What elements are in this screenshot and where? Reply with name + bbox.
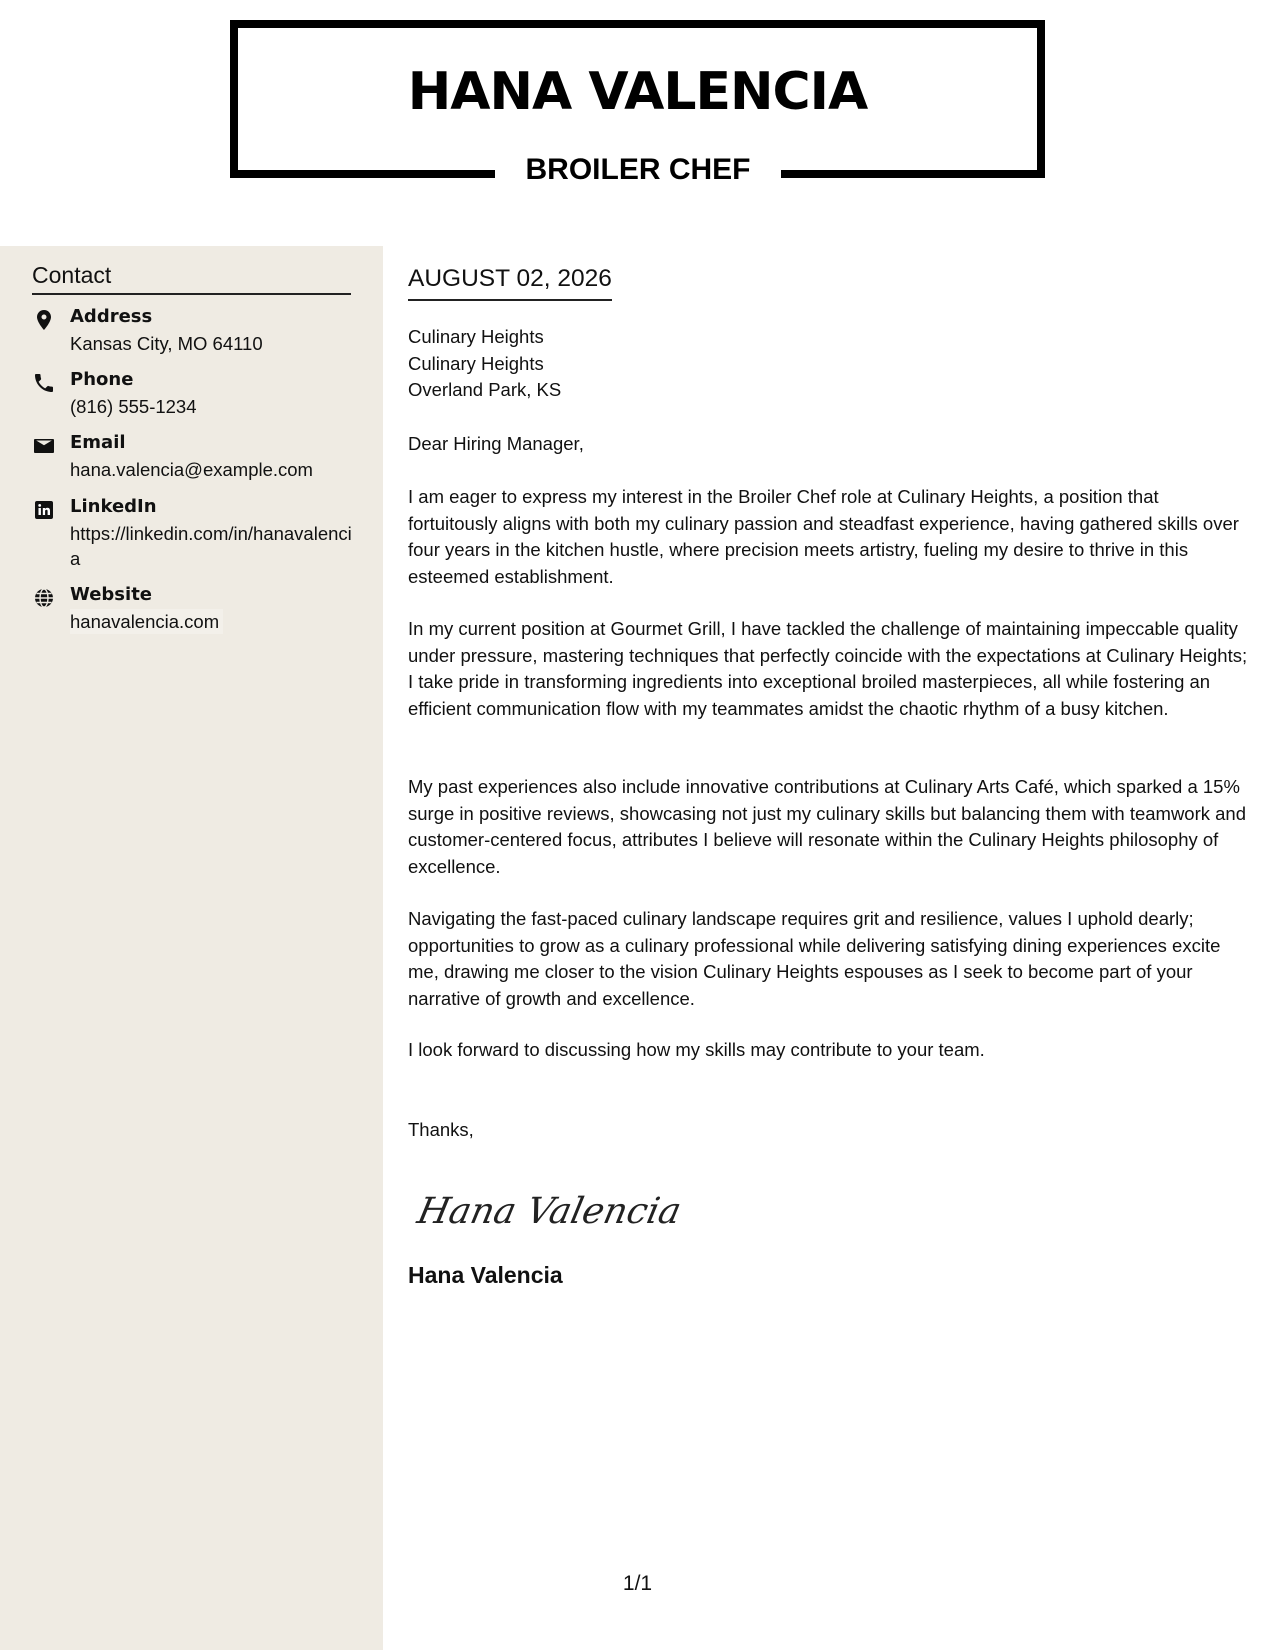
linkedin-icon xyxy=(32,498,56,522)
phone-label: Phone xyxy=(70,369,134,390)
page-number: 1/1 xyxy=(622,1572,653,1595)
website-value[interactable]: hanavalencia.com xyxy=(70,609,223,634)
recipient-line: Culinary Heights xyxy=(408,352,544,374)
location-pin-icon xyxy=(32,308,56,332)
candidate-name: HANA VALENCIA xyxy=(407,62,868,122)
email-value[interactable]: hana.valencia@example.com xyxy=(70,459,313,480)
recipient-line: Overland Park, KS xyxy=(408,379,562,400)
phone-icon xyxy=(32,371,56,395)
globe-icon xyxy=(32,586,56,610)
signer-name: Hana Valencia xyxy=(408,1262,563,1288)
job-title-wrapper xyxy=(495,150,781,190)
letter-date: AUGUST 02, 2026 xyxy=(408,265,612,301)
signature-text: Hana Valencia xyxy=(413,1189,686,1232)
salutation: Dear Hiring Manager, xyxy=(408,433,584,454)
linkedin-value[interactable]: https://linkedin.com/in/hanavalencia xyxy=(70,523,352,569)
letter-paragraph: I am eager to express my interest in the Broiler Chef role at Culinary Heights, a position that fortuitously aligns with both my culinary passion and steadfast experience, having gathered skills over four years in the kitchen hustle, where precision meets artistry, fueling my desire to thrive in this esteemed establishment. xyxy=(408,486,1239,587)
closing: Thanks, xyxy=(408,1119,474,1140)
recipient-line: Culinary Heights xyxy=(408,326,544,347)
contact-heading: Contact xyxy=(32,262,351,295)
phone-value: (816) 555-1234 xyxy=(70,396,197,417)
website-label: Website xyxy=(70,584,153,605)
letter-paragraph: Navigating the fast-paced culinary landscape requires grit and resilience, values I uphold dearly; opportunities to grow as a culinary professional while delivering satisfying dining experiences excite me, drawing me closer to the vision Culinary Heights espouses as I seek to become part of your narrative of growth and excellence. xyxy=(408,908,1221,1009)
job-title: BROILER CHEF xyxy=(525,153,751,186)
letter-paragraph: In my current position at Gourmet Grill, I have tackled the challenge of maintaining impeccable quality under pressure, mastering techniques that perfectly coincide with the expectations at Culinary Heights; I take pride in transforming ingredients into exceptional broiled masterpieces, all while fostering an efficient communication flow with my teammates amidst the chaotic rhythm of a busy kitchen. xyxy=(408,618,1248,719)
address-label: Address xyxy=(70,306,153,327)
letter-paragraph: My past experiences also include innovative contributions at Culinary Arts Café, which sparked a 15% surge in positive reviews, showcasing not just my culinary skills but balancing them with teamwork and customer-centered focus, attributes I believe will resonate within the Culinary Heights philosophy of excellence. xyxy=(408,776,1247,877)
handwritten-signature xyxy=(413,1175,686,1245)
letter-paragraph: I look forward to discussing how my skills may contribute to your team. xyxy=(408,1039,985,1060)
envelope-icon xyxy=(32,434,56,458)
linkedin-label: LinkedIn xyxy=(70,496,157,517)
email-label: Email xyxy=(70,432,126,453)
address-value: Kansas City, MO 64110 xyxy=(70,333,263,354)
recipient-block xyxy=(408,324,561,404)
